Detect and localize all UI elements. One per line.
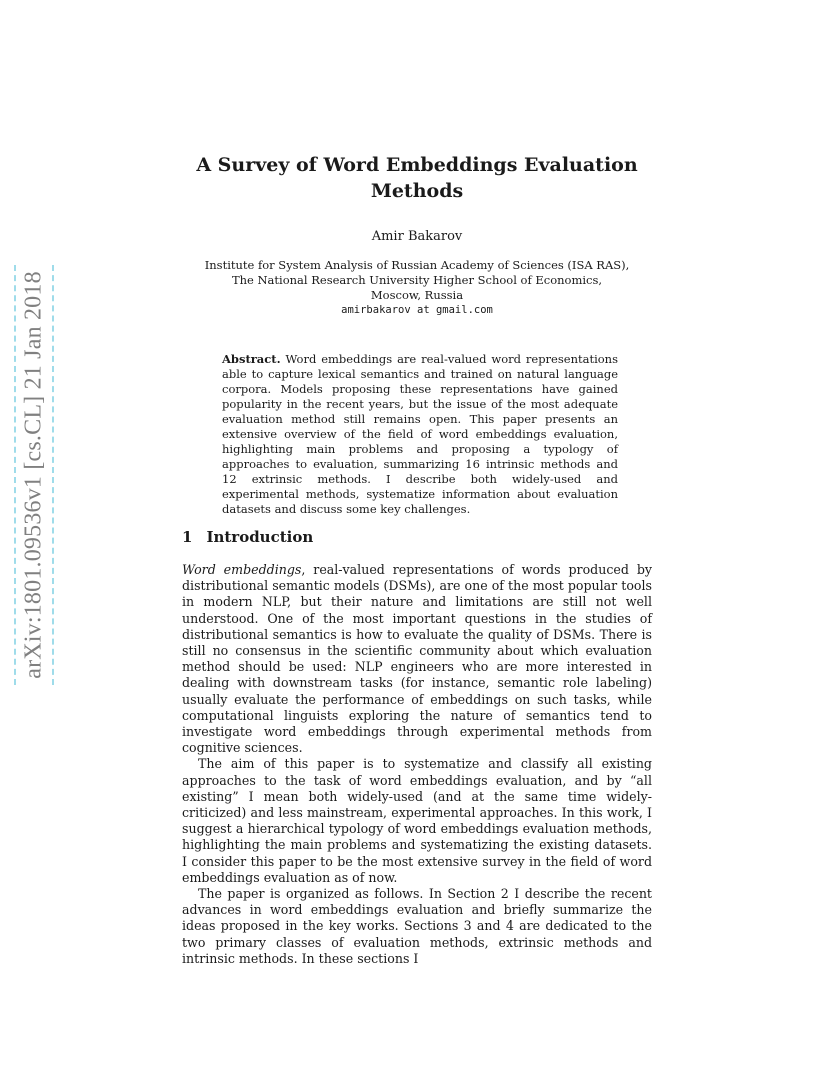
author-name: Amir Bakarov bbox=[371, 229, 463, 244]
affiliation-line-2: The National Research University Higher School of Economics, bbox=[231, 273, 603, 287]
title-line-1: A Survey of Word Embeddings Evaluation bbox=[196, 154, 638, 176]
author-email: amirbakarov at gmail.com bbox=[341, 304, 493, 316]
abstract-label: Abstract. bbox=[222, 352, 281, 366]
abstract-text: Word embeddings are real-valued word representations able to capture lexical semantics and trained on natural language corpora. Models proposing these representations have gained popularity in the recent years, but the issue of the most adequate evaluation method still remains open. This paper presents an extensive overview of the field of word embeddings evaluation, highlighting main problems and proposing a typology of approaches to evaluation, summarizing 16 intrinsic methods and 12 extrinsic methods. I describe both widely-used and experimental methods, systematize information about evaluation datasets and discuss some key challenges. bbox=[222, 352, 618, 516]
title-line-2: Methods bbox=[370, 180, 464, 202]
affiliation bbox=[180, 258, 654, 318]
section-number: 1 bbox=[182, 528, 193, 546]
paragraph-2: The aim of this paper is to systematize and classify all existing approaches to the task of word embeddings evaluation, and by “all existing” I mean both widely-used (and at the same time widely-criticized) and less mainstream, experimental approaches. In this work, I suggest a hierarchical typology of word embeddings evaluation methods, highlighting the main problems and systematizing the existing datasets. I consider this paper to be the most extensive survey in the field of word embeddings evaluation as of now. bbox=[182, 756, 652, 885]
paragraph-1-text: , real-valued representations of words produced by distributional semantic models (DSMs), are one of the most popular tools in modern NLP, but their nature and limitations are still not well understood. One of the most important questions in the studies of distributional semantics is how to evaluate the quality of DSMs. There is still no consensus in the scientific community about which evaluation method should be used: NLP engineers who are more interested in dealing with downstream tasks (for instance, semantic role labeling) usually evaluate the performance of embeddings on such tasks, while computational linguists exploring the nature of semantics tend to investigate word embeddings through experimental methods from cognitive sciences. bbox=[182, 562, 652, 756]
affiliation-line-1: Institute for System Analysis of Russian Academy of Sciences (ISA RAS), bbox=[204, 258, 630, 272]
paper-title bbox=[180, 152, 654, 204]
introduction-body bbox=[182, 562, 652, 967]
section-heading bbox=[182, 528, 313, 546]
arxiv-identifier: arXiv:1801.09536v1 [cs.CL] 21 Jan 2018 bbox=[20, 271, 47, 679]
paragraph-1 bbox=[182, 562, 652, 756]
abstract bbox=[222, 352, 618, 517]
paragraph-3: The paper is organized as follows. In Section 2 I describe the recent advances in word embeddings evaluation and briefly summarize the ideas proposed in the key works. Sections 3 and 4 are dedicated to the two primary classes of evaluation methods, extrinsic methods and intrinsic methods. In these sections I bbox=[182, 886, 652, 966]
paragraph-1-italic-term: Word embeddings bbox=[182, 562, 302, 577]
section-title: Introduction bbox=[206, 528, 314, 546]
affiliation-line-3: Moscow, Russia bbox=[370, 288, 464, 302]
arxiv-stamp bbox=[14, 265, 54, 685]
